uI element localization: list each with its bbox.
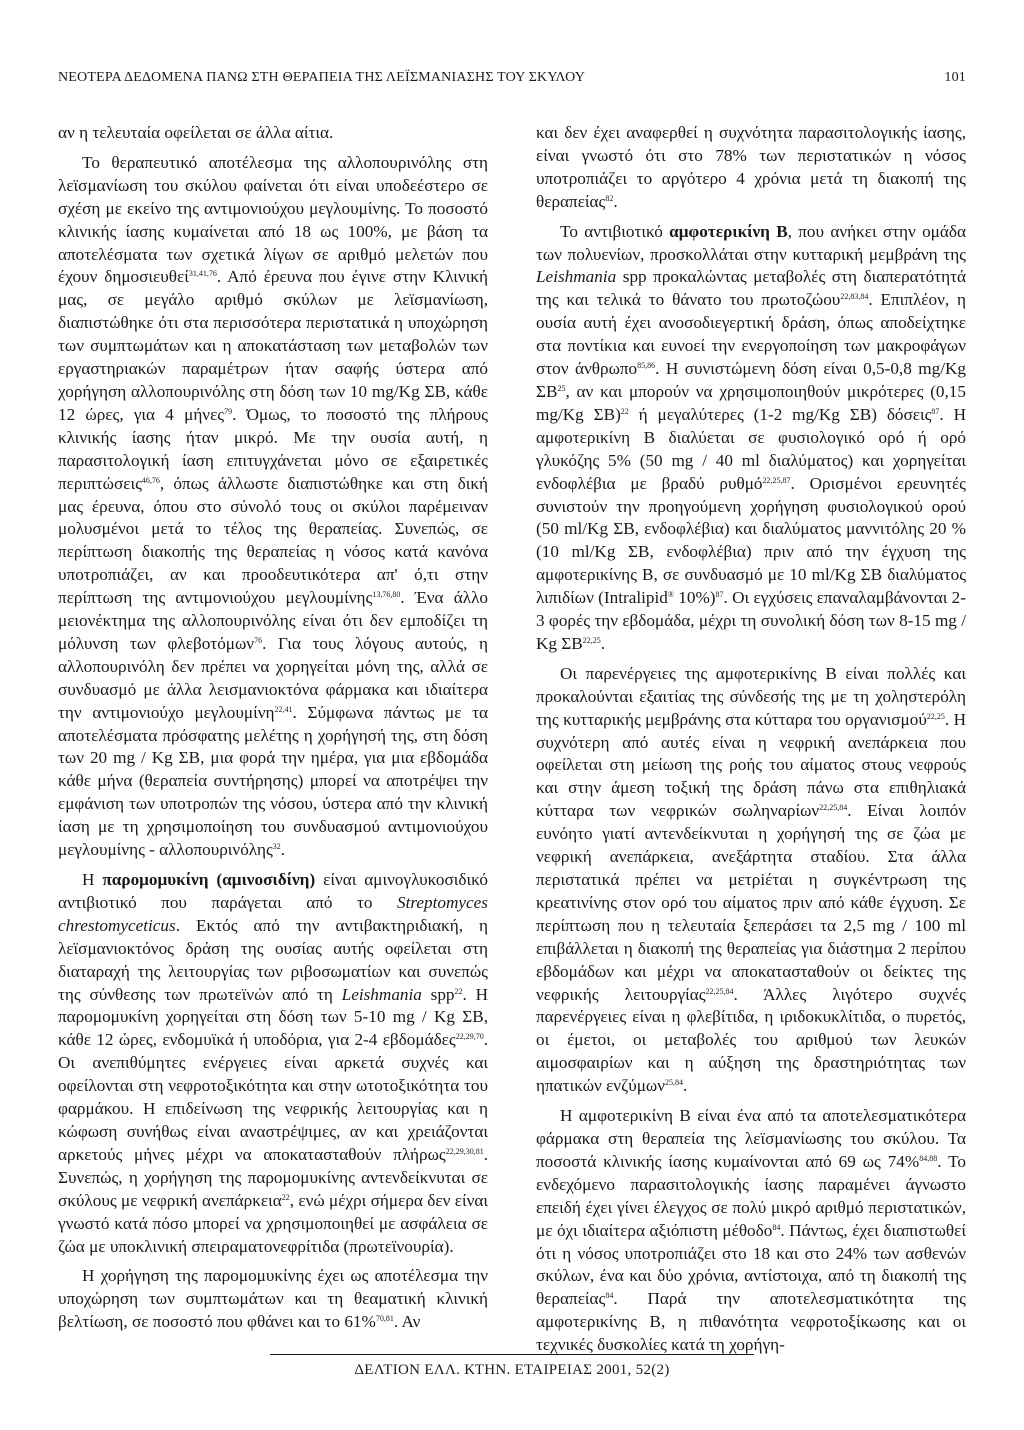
paragraph: Το θεραπευτικό αποτέλεσμα της αλλοπουρινόλης στη λεϊσμανίωση του σκύλου φαίνεται ότι είναι υποδεέστερο σε σχέση με εκείνο της αντιμονιούχου μεγλουμίνης. Το ποσοστό κλινικής ίασης κυμαίνεται από 18 ως 100%, με βάση τα αποτελέσματα των σχετικά λίγων σε αριθμό μελετών που έχουν δημοσιευθεί$^{31,41,76}$. Από έρευνα που έγινε στην Κλινική μας, σε μεγάλο αριθμό σκύλων με λεϊσμανίωση, διαπιστώθηκε ότι στα περισσότερα περιστατικά η υποχώρηση των συμπτωμάτων και η αποκατάσταση των μεταβολών των εργαστηριακών παραμέτρων ήταν σαφής ύστερα από χορήγηση αλλοπουρινόλης στη δόση των 10 mg/Kg ΣΒ, κάθε 12 ώρες, για 4 μήνες$^{79}$. Όμως, το ποσοστό της πλήρους κλινικής ίασης ήταν μικρό. Με την ουσία αυτή, η παρασιτολογική ίαση επιτυγχάνεται μόνο σε εξαιρετικές περιπτώσεις$^{46,76}$, όπως άλλωστε διαπιστώθηκε και στη δική μας έρευνα, όπου στο σύνολό τους οι σκύλοι παρέμειναν μολυσμένοι μετά το τέλος της θεραπείας. Συνεπώς, σε περίπτωση διακοπής της θεραπείας η νόσος κατά κανόνα υποτροπιάζει, αν και προοδευτικότερα απ' ό,τι στην περίπτωση της αντιμονιούχου μεγλουμίνης$^{13,76,80}$. Ένα άλλο μειονέκτημα της αλλοπουρινόλης είναι ότι δεν εμποδίζει τη μόλυνση των φλεβοτόμων$^{76}$. Για τους λόγους αυτούς, η αλλοπουρινόλη δεν πρέπει να χορηγείται μόνη της, αλλά σε συνδυασμό με άλλα λεισμανιοκτόνα φάρμακα και ιδιαίτερα την αντιμονιούχο μεγλουμίνη$^{22,41}$. Σύμφωνα πάντως με τα αποτελέσματα πρόσφατης μελέτης η χορήγησή της, στη δόση των 20 mg / Kg ΣΒ, μια φορά την ημέρα, για μια εβδομάδα κάθε μήνα (θεραπεία συντήρησης) μπορεί να αποτρέψει την εμφάνιση των υποτροπών της νόσου, ύστερα από την κλινική ίαση με τη χρησιμοποίηση του συνδυασμού αντιμονιούχου μεγλουμίνης - αλλοπουρινόλης$^{32}$. — [58, 152, 489, 860]
paragraph: και δεν έχει αναφερθεί η συχνότητα παρασιτολογικής ίασης, είναι γνωστό ότι στο 78% των περιστατικών η νόσος υποτροπιάζει το αργότερο 4 χρόνια μετά τη διακοπή της θεραπείας$^{82}$. — [536, 123, 966, 211]
page-number: 101 — [944, 70, 966, 85]
paragraph: αν η τελευταία οφείλεται σε άλλα αίτια. — [58, 123, 334, 142]
running-title: ΝΕΟΤΕΡΑ ΔΕΔΟΜΕΝΑ ΠΑΝΩ ΣΤΗ ΘΕΡΑΠΕΙΑ ΤΗΣ ΛΕΪΣΜΑΝΙΑΣΗΣ ΤΟΥ ΣΚΥΛΟΥ — [58, 70, 586, 85]
paragraph: Η παρομομυκίνη (αμινοσιδίνη) είναι αμινογλυκοσιδικό αντιβιοτικό που παράγεται από το Streptomyces chrestomyceticus. Εκτός από την αντιβακτηριδιακή, η λεϊσμανιοκτόνος δράση της ουσίας αυτής οφείλεται στη διαταραχή της λειτουργίας των ριβοσωματίων και συνεπώς της σύνθεσης των πρωτεϊνών από τη Leishmania spp$^{22}$. Η παρομομυκίνη χορηγείται στη δόση των 5-10 mg / Kg ΣΒ, κάθε 12 ώρες, ενδομυϊκά ή υποδόρια, για 2-4 εβδομάδες$^{22,29,70}$. Οι ανεπιθύμητες ενέργειες είναι αρκετά συχνές και οφείλονται στη νεφροτοξικότητα και στην ωτοτοξικότητα του φαρμάκου. Η επιδείνωση της νεφρικής λειτουργίας και η κώφωση συνήθως είναι αναστρέψιμες, αν και χρειάζονται αρκετούς μήνες μέχρι να αποκατασταθούν πλήρως$^{22,29,30,81}$. Συνεπώς, η χορήγηση της παρομομυκίνης αντενδείκνυται σε σκύλους με νεφρική ανεπάρκεια$^{22}$, ενώ μέχρι σήμερα δεν είναι γνωστό κατά πόσο μπορεί να χρησιμοποιηθεί με ασφάλεια σε ζώα με υποκλινική σπειραματονεφρίτιδα (πρωτεϊνουρία). — [58, 870, 488, 1256]
left-column — [58, 122, 488, 1341]
paragraph: Η χορήγηση της παρομομυκίνης έχει ως αποτέλεσμα την υποχώρηση των συμπτωμάτων και τη θεαματική κλινική βελτίωση, σε ποσοστό που φθάνει και το 61%$^{70,81}$. Αν — [58, 1266, 488, 1332]
paragraph: Οι παρενέργειες της αμφοτερικίνης Β είναι πολλές και προκαλούνται εξαιτίας της σύνδεσής της με τη χοληστερόλη της κυτταρικής μεμβράνης στα κύτταρα του οργανισμού$^{22,25}$. Η συχνότερη από αυτές είναι η νεφρική ανεπάρκεια που οφείλεται στη μείωση της ροής του αίματος στους νεφρούς και στην άμεση τοξική της δράση πάνω στα επιθηλιακά κύτταρα των νεφρικών σωληναρίων$^{22,25,84}$. Είναι λοιπόν ευνόητο γιατί αντενδείκνυται η χορήγησή της σε ζώα με νεφρική ανεπάρκεια, ανεξάρτητα σταδίου. Στα άλλα περιστατικά πρέπει να μετρiέται η συγκέντρωση της κρεατινίνης στον ορό του αίματος πριν από κάθε έγχυση. Σε περίπτωση που η τελευταία ξεπεράσει τα 2,5 mg / 100 ml επιβάλλεται η διακοπή της θεραπείας για διάστημα 2 περίπου εβδομάδων και μέχρι να αποκατασταθούν οι δείκτες της νεφρικής λειτουργίας$^{22,25,84}$. Άλλες λιγότερο συχνές παρενέργειες είναι η φλεβίτιδα, η ιριδοκυκλίτιδα, ο πυρετός, οι έμετοι, οι μεταβολές του αριθμού των λευκών αιμοσφαιρίων και η αύξηση της δραστηριότητας των ηπατικών ενζύμων$^{25,84}$. — [536, 663, 967, 1096]
journal-footer: ΔΕΛΤΙΟΝ ΕΛΛ. ΚΤΗΝ. ΕΤΑΙΡΕΙΑΣ 2001, 52(2) — [354, 1362, 670, 1378]
paragraph: Η αμφοτερικίνη Β είναι ένα από τα αποτελεσματικότερα φάρμακα στη θεραπεία της λεϊσμανίωσης του σκύλου. Τα ποσοστά κλινικής ίασης κυμαίνονται από 69 ως 74%$^{84,88}$. Το ενδεχόμενο παρασιτολογικής ίασης παραμένει άγνωστο επειδή έχει γίνει έλεγχος σε πολύ μικρό αριθμό περιστατικών, με όχι ιδιαίτερα αξιόπιστη μέθοδο$^{84}$. Πάντως, έχει διαπιστωθεί ότι η νόσος υποτροπιάζει στο 18 και στο 24% των ασθενών σκύλων, ένα και δύο χρόνια, αντίστοιχα, από τη διακοπή της θεραπείας$^{84}$. Παρά την αποτελεσματικότητα της αμφοτερικίνης Β, η πιθανότητα νεφροτοξίκωσης και οι τεχνικές δυσκολίες κατά τη χορήγη- — [536, 1106, 966, 1355]
running-header — [58, 70, 966, 86]
right-column — [536, 122, 966, 1364]
footer-rule — [270, 1354, 754, 1355]
paragraph: Το αντιβιοτικό αμφοτερικίνη Β, που ανήκει στην ομάδα των πολυενίων, προσκολλάται στην κυτταρική μεμβράνη της Leishmania spp προκαλώντας μεταβολές στη διαπερατότητά της και τελικά το θάνατο του πρωτοζώου$^{22,83,84}$. Επιπλέον, η ουσία αυτή έχει ανοσοδιεγερτική δράση, όπως αποδείχτηκε στα ποντίκια και ευνοεί την ενεργοποίηση των μακροφάγων στον άνθρωπο$^{85,86}$. Η συνιστώμενη δόση είναι 0,5-0,8 mg/Kg ΣΒ$^{25}$, αν και μπορούν να χρησιμοποιηθούν μικρότερες (0,15 mg/Kg ΣΒ)$^{22}$ ή μεγαλύτερες (1-2 mg/Kg ΣΒ) δόσεις$^{87}$. Η αμφοτερικίνη Β διαλύεται σε φυσιολογικό ορό ή ορό γλυκόζης 5% (50 mg / 40 ml διαλύματος) και χορηγείται ενδοφλέβια με βραδύ ρυθμό$^{22,25,87}$. Ορισμένοι ερευνητές συνιστούν την προηγούμενη χορήγηση φυσιολογικού ορού (50 ml/Kg ΣΒ, ενδοφλέβια) και διαλύματος μαννιτόλης 20 % (10 ml/Kg ΣΒ, ενδοφλέβια) πριν από την έγχυση της αμφοτερικίνης Β, σε συνδυασμό με 10 ml/Kg ΣΒ διαλύματος λιπιδίων (Intralipid® 10%)$^{87}$. Οι εγχύσεις επαναλαμβάνονται 2-3 φορές την εβδομάδα, μέχρι τη συνολική δόση των 8-15 mg / Kg ΣΒ$^{22,25}$. — [536, 221, 966, 653]
